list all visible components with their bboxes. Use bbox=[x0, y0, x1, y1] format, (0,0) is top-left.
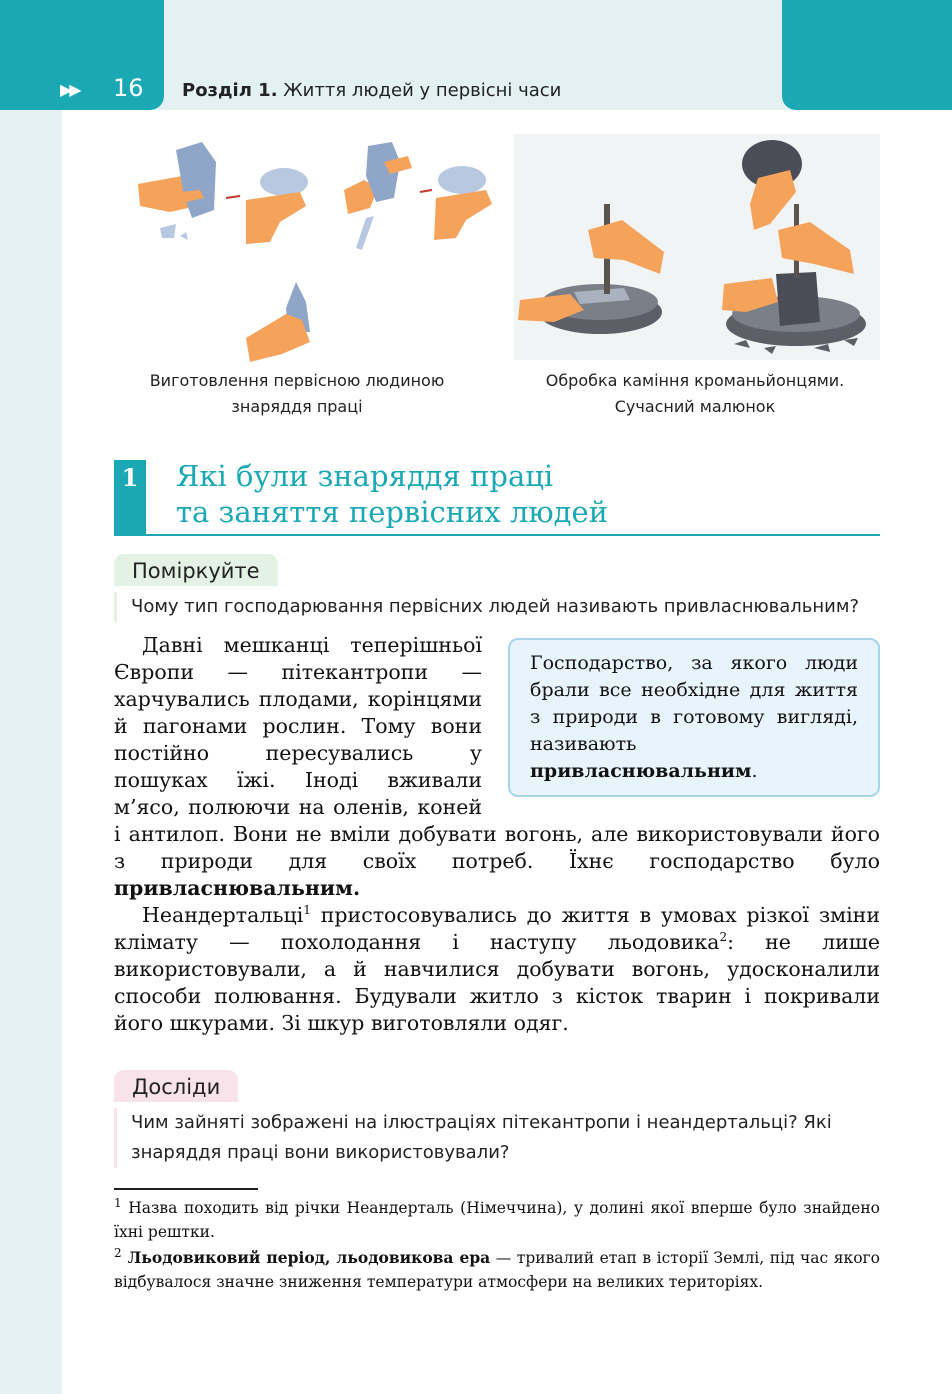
hand-striking-stone-2 bbox=[344, 142, 412, 250]
right-caption-line1: Обробка каміння кроманьйонцями. bbox=[545, 371, 845, 390]
research-tag: Досліди bbox=[114, 1070, 238, 1102]
right-figure-caption bbox=[514, 368, 876, 420]
paragraph-1-term: привласнювальним. bbox=[114, 876, 361, 900]
footnote-1-mark: 1 bbox=[114, 1195, 122, 1210]
footnote-ref-1[interactable]: 1 bbox=[303, 903, 311, 918]
hand-striking-stone-1 bbox=[138, 142, 216, 240]
definition-box bbox=[508, 638, 880, 797]
paragraph-1-text: Давні мешканці теперішньої Європи — пітекантропи — харчувались плодами, корінцями й пагонами рослин. Тому вони постійно пересувались у пошуках їжі. Іноді вживали м’ясо, полюючи на оленів, коней і антилоп. Вони не вміли добувати вогонь, але використовували його з природи для своїх потреб. Їхнє господарство було bbox=[114, 633, 880, 873]
page-number: 16 bbox=[113, 74, 144, 102]
stone-working-illustration bbox=[514, 134, 880, 360]
think-tag: Поміркуйте bbox=[114, 554, 278, 586]
definition-end: . bbox=[751, 760, 758, 782]
paragraph-2-part3: : не лише використовували, а й навчилися добувати вогонь, удосконалили способи полювання. Будували житло з кісток тварин і покривали його шкурами. Зі шкур виготовляли одяг. bbox=[114, 930, 880, 1035]
main-text bbox=[114, 632, 880, 1037]
running-title-section: Розділ 1. bbox=[182, 80, 278, 101]
footnote-2-text: — тривалий етап в історії Землі, під час якого відбувалося значне зниження температури атмосфери на великих територіях. bbox=[114, 1249, 880, 1291]
footnote-2-term: Льодовиковий період, льодовикова ера bbox=[121, 1248, 491, 1267]
left-caption-line2: знаряддя праці bbox=[231, 397, 363, 416]
footnote-2 bbox=[114, 1246, 880, 1294]
running-title-text: Життя людей у первісні часи bbox=[283, 80, 562, 101]
think-question: Чому тип господарювання первісних людей називають привласнювальним? bbox=[114, 592, 880, 622]
hand-holding-stone-2 bbox=[420, 166, 492, 240]
footnote-1-text: Назва походить від річки Неандерталь (Німеччина), у долині якої вперше було знайдено їхні рештки. bbox=[114, 1199, 880, 1241]
footnote-2-mark: 2 bbox=[114, 1245, 122, 1260]
left-caption-line1: Виготовлення первісною людиною bbox=[149, 371, 445, 390]
page-margin-strip bbox=[0, 0, 62, 1394]
section-title-line1: Які були знаряддя праці bbox=[176, 459, 554, 493]
running-title bbox=[182, 80, 561, 101]
left-figure-caption bbox=[130, 368, 464, 420]
research-question: Чим зайняті зображені на ілюстраціях пітекантропи і неандертальці? Які знаряддя праці вони використовували? bbox=[114, 1108, 880, 1168]
section-title-line2: та заняття первісних людей bbox=[176, 495, 609, 529]
footnote-1 bbox=[114, 1196, 880, 1244]
paragraph-2-part2: пристосовувались до життя в умовах різкої зміни клімату — похолодання і наступу льодовика bbox=[114, 903, 880, 954]
hand-holding-handaxe bbox=[246, 282, 310, 362]
definition-term: привласнювальним bbox=[530, 760, 752, 782]
hand-holding-stone-1 bbox=[226, 168, 308, 244]
double-arrow-icon: ▶▶ bbox=[60, 80, 79, 99]
footnote-ref-2[interactable]: 2 bbox=[719, 930, 728, 945]
paragraph-2-part1: Неандертальці bbox=[142, 903, 304, 927]
section-underline bbox=[114, 534, 880, 536]
tool-making-illustration bbox=[130, 132, 506, 368]
section-title bbox=[176, 458, 608, 530]
header-corner-tab bbox=[782, 0, 952, 110]
section-number: 1 bbox=[121, 463, 139, 492]
right-caption-line2: Сучасний малюнок bbox=[614, 397, 776, 416]
paragraph-2 bbox=[114, 902, 880, 1037]
definition-text: Господарство, за якого люди брали все необхідне для життя з природи в готовому вигляді, називають bbox=[530, 652, 858, 755]
hand-with-hammerstone bbox=[742, 140, 802, 230]
footnotes bbox=[114, 1196, 880, 1296]
footnote-divider bbox=[114, 1188, 258, 1190]
